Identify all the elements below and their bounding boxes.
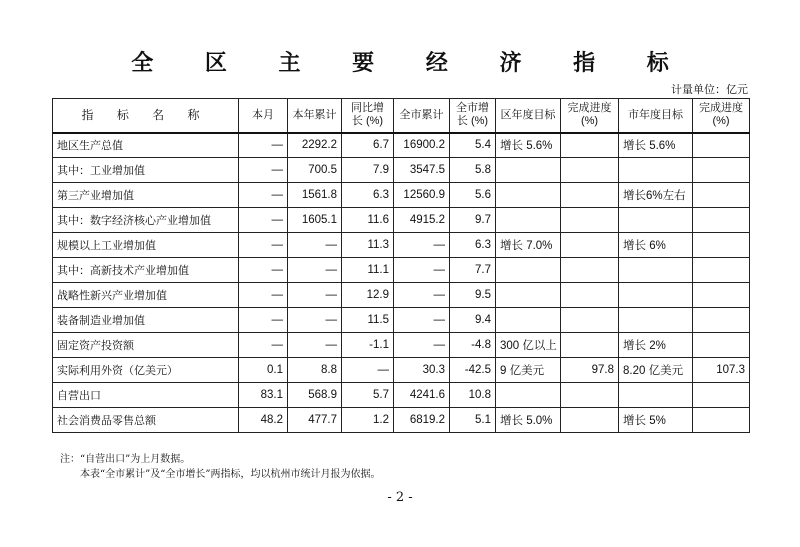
value-cell: 10.8 (450, 383, 496, 408)
value-cell: — (342, 358, 394, 383)
value-cell: 6.7 (342, 133, 394, 158)
value-cell: — (239, 158, 288, 183)
value-cell: 30.3 (394, 358, 450, 383)
unit-note: 计量单位：亿元 (671, 83, 748, 96)
value-cell: — (288, 308, 342, 333)
value-cell: 11.6 (342, 208, 394, 233)
page-number: - 2 - (387, 490, 413, 505)
value-cell: — (239, 183, 288, 208)
target-cell: 8.20 亿美元 (619, 358, 693, 383)
value-cell: 5.6 (450, 183, 496, 208)
value-cell (693, 333, 750, 358)
target-cell (496, 258, 561, 283)
value-cell: — (394, 308, 450, 333)
value-cell: -4.8 (450, 333, 496, 358)
indicator-name: 其中：高新技术产业增加值 (53, 258, 239, 283)
value-cell: 477.7 (288, 408, 342, 433)
table-row (53, 408, 750, 433)
value-cell (561, 208, 619, 233)
table-row (53, 133, 750, 158)
value-cell: 6.3 (450, 233, 496, 258)
indicator-name: 规模以上工业增加值 (53, 233, 239, 258)
value-cell (693, 183, 750, 208)
target-cell (619, 383, 693, 408)
target-cell (496, 383, 561, 408)
value-cell (693, 308, 750, 333)
value-cell: — (288, 258, 342, 283)
value-cell: — (239, 133, 288, 158)
table-body (53, 133, 750, 433)
table-row (53, 158, 750, 183)
value-cell (693, 283, 750, 308)
header-yoy-growth: 同比增长 (%) (342, 99, 394, 133)
value-cell: 11.5 (342, 308, 394, 333)
value-cell (561, 233, 619, 258)
target-cell: 增长 2% (619, 333, 693, 358)
indicator-name: 自营出口 (53, 383, 239, 408)
header-city-target: 市年度目标 (619, 99, 693, 133)
table-row (53, 358, 750, 383)
value-cell (561, 258, 619, 283)
target-cell: 增长 5.6% (496, 133, 561, 158)
value-cell: 9.7 (450, 208, 496, 233)
indicators-table (52, 98, 750, 433)
value-cell: — (394, 283, 450, 308)
table-row (53, 383, 750, 408)
indicator-name: 地区生产总值 (53, 133, 239, 158)
page-title: 全 区 主 要 经 济 指 标 (131, 50, 691, 76)
table-row (53, 233, 750, 258)
target-cell (619, 208, 693, 233)
value-cell: 568.9 (288, 383, 342, 408)
target-cell: 增长 5.6% (619, 133, 693, 158)
value-cell: — (239, 233, 288, 258)
indicator-name: 第三产业增加值 (53, 183, 239, 208)
value-cell: 12.9 (342, 283, 394, 308)
value-cell (693, 258, 750, 283)
value-cell (561, 383, 619, 408)
target-cell (619, 308, 693, 333)
value-cell (693, 408, 750, 433)
header-ytd: 本年累计 (288, 99, 342, 133)
value-cell (693, 383, 750, 408)
value-cell: — (239, 208, 288, 233)
value-cell: -42.5 (450, 358, 496, 383)
value-cell: 5.1 (450, 408, 496, 433)
header-district-target: 区年度目标 (496, 99, 561, 133)
value-cell (693, 208, 750, 233)
indicator-name: 战略性新兴产业增加值 (53, 283, 239, 308)
header-city-progress: 完成进度 (%) (693, 99, 750, 133)
value-cell: 5.4 (450, 133, 496, 158)
value-cell: 7.7 (450, 258, 496, 283)
value-cell: 4915.2 (394, 208, 450, 233)
value-cell (693, 133, 750, 158)
value-cell (561, 183, 619, 208)
value-cell: -1.1 (342, 333, 394, 358)
indicator-name: 固定资产投资额 (53, 333, 239, 358)
indicator-name: 其中：数字经济核心产业增加值 (53, 208, 239, 233)
target-cell: 增长 6% (619, 233, 693, 258)
target-cell: 300 亿以上 (496, 333, 561, 358)
value-cell: — (394, 233, 450, 258)
table-header-row (53, 99, 750, 133)
value-cell (561, 308, 619, 333)
value-cell: 107.3 (693, 358, 750, 383)
table-row (53, 333, 750, 358)
value-cell: 6819.2 (394, 408, 450, 433)
value-cell: 1.2 (342, 408, 394, 433)
header-city-growth: 全市增长 (%) (450, 99, 496, 133)
value-cell (561, 408, 619, 433)
target-cell (496, 158, 561, 183)
value-cell: 0.1 (239, 358, 288, 383)
target-cell (496, 308, 561, 333)
value-cell: — (288, 283, 342, 308)
value-cell: 12560.9 (394, 183, 450, 208)
value-cell: 9.4 (450, 308, 496, 333)
table-row (53, 308, 750, 333)
target-cell: 增长 5.0% (496, 408, 561, 433)
target-cell: 增长 7.0% (496, 233, 561, 258)
value-cell: — (394, 258, 450, 283)
target-cell (619, 258, 693, 283)
value-cell (561, 333, 619, 358)
value-cell (561, 283, 619, 308)
target-cell (619, 158, 693, 183)
value-cell: 700.5 (288, 158, 342, 183)
value-cell: 9.5 (450, 283, 496, 308)
target-cell: 增长6%左右 (619, 183, 693, 208)
footnote-2: 本表“全市累计”及“全市增长”两指标，均以杭州市统计月报为依据。 (80, 469, 381, 480)
target-cell (496, 283, 561, 308)
value-cell: 11.1 (342, 258, 394, 283)
value-cell: — (288, 333, 342, 358)
value-cell (561, 133, 619, 158)
value-cell: 11.3 (342, 233, 394, 258)
value-cell: 1561.8 (288, 183, 342, 208)
value-cell: 1605.1 (288, 208, 342, 233)
value-cell: 7.9 (342, 158, 394, 183)
value-cell (693, 233, 750, 258)
indicator-name: 实际利用外资（亿美元） (53, 358, 239, 383)
value-cell: 8.8 (288, 358, 342, 383)
value-cell: 16900.2 (394, 133, 450, 158)
indicator-name: 其中：工业增加值 (53, 158, 239, 183)
value-cell: 3547.5 (394, 158, 450, 183)
value-cell (693, 158, 750, 183)
target-cell (619, 283, 693, 308)
value-cell: 97.8 (561, 358, 619, 383)
indicator-name: 社会消费品零售总额 (53, 408, 239, 433)
table-row (53, 258, 750, 283)
value-cell: 2292.2 (288, 133, 342, 158)
header-city-ytd: 全市累计 (394, 99, 450, 133)
value-cell: 6.3 (342, 183, 394, 208)
value-cell: — (239, 258, 288, 283)
table-row (53, 208, 750, 233)
target-cell: 9 亿美元 (496, 358, 561, 383)
target-cell: 增长 5% (619, 408, 693, 433)
table-row (53, 283, 750, 308)
target-cell (496, 183, 561, 208)
indicator-name: 装备制造业增加值 (53, 308, 239, 333)
table-row (53, 183, 750, 208)
value-cell: — (239, 308, 288, 333)
header-indicator-name: 指 标 名 称 (53, 99, 239, 133)
header-this-month: 本月 (239, 99, 288, 133)
value-cell: 4241.6 (394, 383, 450, 408)
value-cell: — (239, 283, 288, 308)
header-district-progress: 完成进度 (%) (561, 99, 619, 133)
value-cell: 5.8 (450, 158, 496, 183)
value-cell: — (239, 333, 288, 358)
target-cell (496, 208, 561, 233)
value-cell: 83.1 (239, 383, 288, 408)
value-cell: 48.2 (239, 408, 288, 433)
value-cell: — (394, 333, 450, 358)
value-cell: 5.7 (342, 383, 394, 408)
footnote-1: 注：“自营出口”为上月数据。 (60, 454, 191, 465)
value-cell (561, 158, 619, 183)
value-cell: — (288, 233, 342, 258)
